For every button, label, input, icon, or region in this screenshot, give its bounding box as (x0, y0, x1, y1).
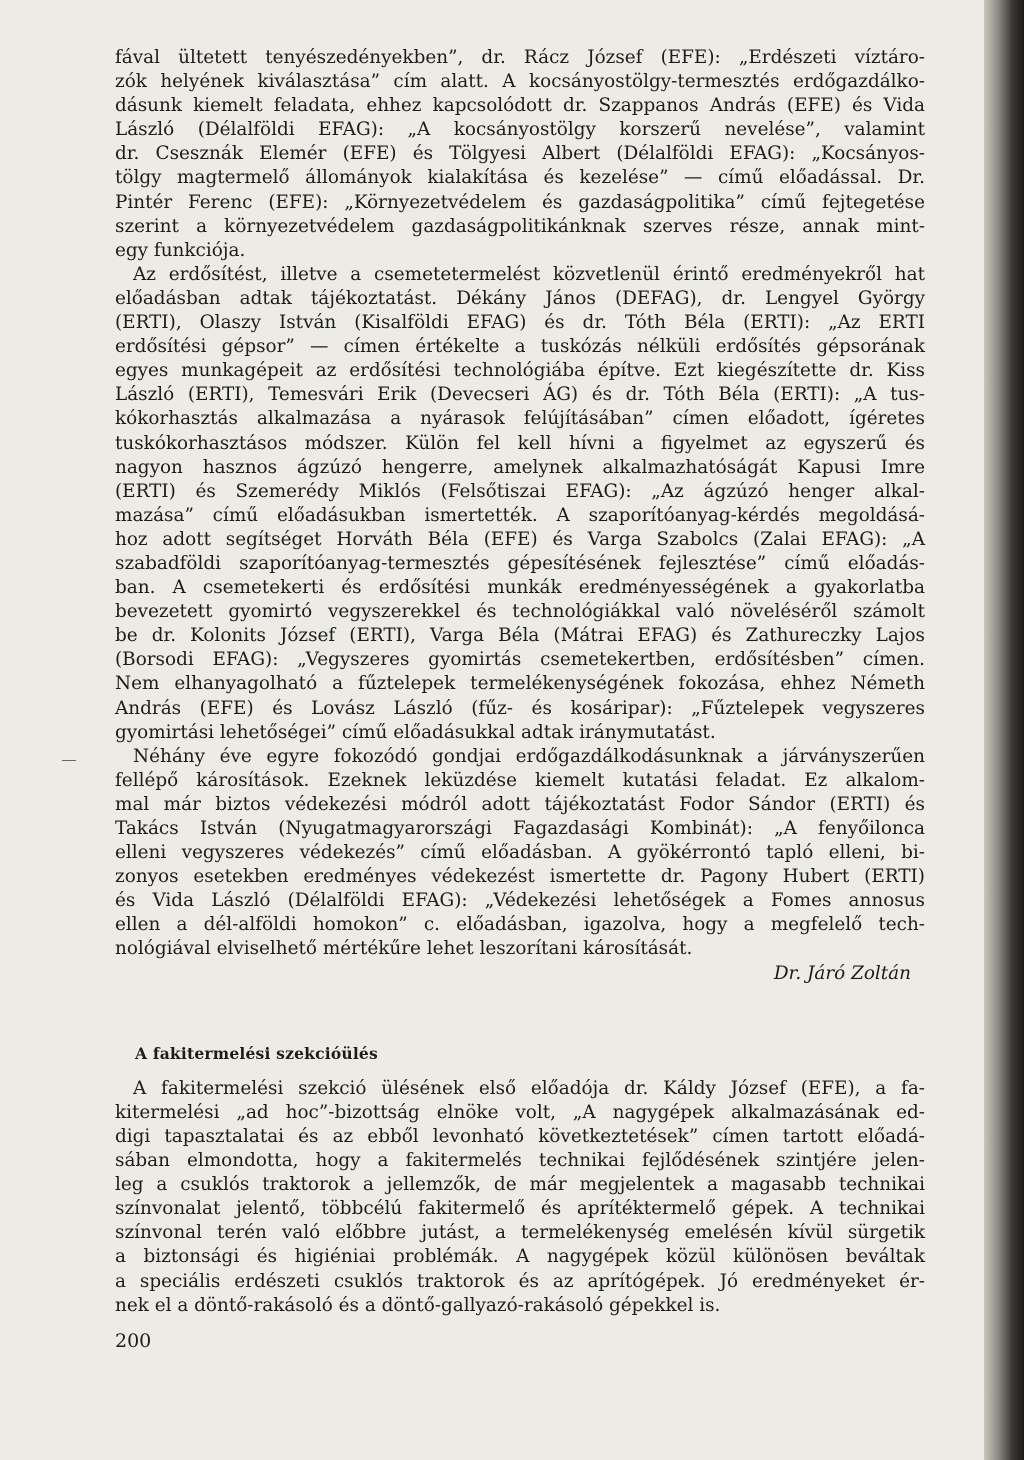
text-line: nek el a döntő-rakásoló és a döntő-gallyazó-rakásoló gépekkel is. (115, 1294, 721, 1316)
text-line: színvonalat jelentő, többcélú fakitermelő és aprítéktermelő gépek. A technikai (115, 1198, 925, 1220)
text-line: Takács István (Nyugatmagyarországi Fagazdasági Kombinát): „A fenyőilonca (115, 818, 925, 839)
text-line: András (EFE) és Lovász László (fűz- és kosáripar): „Fűztelepek vegyszeres (115, 697, 925, 719)
text-line: bevezetett gyomirtó vegyszerekkel és technológiákkal való növeléséről számolt (115, 601, 925, 623)
text-line: előadásban adtak tájékoztatást. Dékány János (DEFAG), dr. Lengyel György (115, 287, 925, 309)
author-signature: Dr. Járó Zoltán (773, 962, 911, 984)
text-line: mal már biztos védekezési módról adott tájékoztatást Fodor Sándor (ERTI) és (115, 793, 925, 815)
text-line: be dr. Kolonits József (ERTI), Varga Béla (Mátrai EFAG) és Zathureczky Lajos (115, 625, 925, 647)
text-line: Nem elhanyagolható a fűztelepek termelékenységének fokozása, ehhez Németh (115, 673, 925, 695)
text-line: szerint a környezetvédelem gazdaságpolitikánknak szerves része, annak mint- (115, 215, 925, 237)
text-line: mazása” című előadásukban ismertették. A szaporítóanyag-kérdés megoldásá- (115, 504, 925, 526)
text-line: erdősítési gépsor” — címen értékelte a tuskózás nélküli erdősítés gépsorának (115, 336, 925, 358)
text-line: nagyon hasznos ágzúzó hengerre, amelynek alkalmazhatóságát Kapusi Imre (115, 456, 925, 478)
text-line: ban. A csemetekerti és erdősítési munkák eredményességének a gyakorlatba (115, 577, 925, 599)
text-line: Néhány éve egyre fokozódó gondjai erdőgazdálkodásunknak a járványszerűen (133, 745, 925, 767)
page-number: 200 (115, 1330, 152, 1352)
text-line: (Borsodi EFAG): „Vegyszeres gyomirtás csemetekertben, erdősítésben” címen. (115, 649, 925, 671)
text-line: leg a csuklós traktorok a jellemzők, de már megjelentek a magasabb technikai (115, 1174, 925, 1196)
text-line: színvonal terén való előbbre jutást, a termelékenység emelésén kívül sürgetik (115, 1222, 925, 1244)
text-line: hoz adott segítséget Horváth Béla (EFE) és Varga Szabolcs (Zalai EFAG): „A (115, 528, 925, 550)
text-line: a biztonsági és higiéniai problémák. A nagygépek közül különösen beváltak (115, 1246, 925, 1268)
text-line: László (ERTI), Temesvári Erik (Devecseri ÁG) és dr. Tóth Béla (ERTI): „A tus- (115, 384, 925, 406)
text-line: kitermelési „ad hoc”-bizottság elnöke volt, „A nagygépek alkalmazásának ed- (115, 1101, 925, 1123)
text-line: digi tapasztalatai és az ebből levonható következtetések” címen tartott előadá- (115, 1125, 925, 1147)
text-line: gyomirtási lehetőségei” című előadásukkal adtak iránymutatást. (115, 721, 716, 743)
text-line: tuskókorhasztásos módszer. Külön fel kell hívni a figyelmet az egyszerű és (115, 432, 925, 454)
margin-mark (62, 760, 76, 761)
text-line: egy funkciója. (115, 239, 246, 261)
text-line: Az erdősítést, illetve a csemetetermelést közvetlenül érintő eredményekről hat (133, 263, 925, 285)
text-line: kókorhasztás alkalmazása a nyárasok felújításában” címen előadott, ígéretes (115, 408, 925, 430)
article-body (115, 46, 925, 1318)
text-line: tölgy magtermelő állományok kialakítása és kezelése” — című előadással. Dr. (115, 167, 925, 189)
text-line: (ERTI) és Szemerédy Miklós (Felsőtiszai EFAG): „Az ágzúzó henger alkal- (115, 480, 925, 502)
text-line: zonyos esetekben eredményes védekezést ismertette dr. Pagony Hubert (ERTI) (115, 866, 925, 888)
text-line: elleni vegyszeres védekezés” című előadásban. A gyökérrontó tapló elleni, bi- (115, 842, 925, 864)
book-spine-edge (984, 0, 1024, 1460)
text-line: A fakitermelési szekció ülésének első előadója dr. Káldy József (EFE), a fa- (133, 1077, 925, 1099)
text-line: dr. Csesznák Elemér (EFE) és Tölgyesi Albert (Délalföldi EFAG): „Kocsányos- (115, 143, 925, 165)
text-line: nológiával elviselhető mértékűre lehet leszorítani károsítását. (115, 938, 693, 960)
text-line: és Vida László (Délalföldi EFAG): „Védekezési lehetőségek a Fomes annosus (115, 890, 925, 912)
text-line: szabadföldi szaporítóanyag-termesztés gépesítésének fejlesztése” című előadás- (115, 552, 925, 574)
text-line: zók helyének kiválasztása” cím alatt. A kocsányostölgy-termesztés erdőgazdálko- (115, 71, 925, 93)
text-line: dásunk kiemelt feladata, ehhez kapcsolódott dr. Szappanos András (EFE) és Vida (115, 95, 925, 117)
text-line: egyes munkagépeit az erdősítési technológiába építve. Ezt kiegészítette dr. Kiss (115, 360, 925, 382)
text-line: a speciális erdészeti csuklós traktorok és az aprítógépek. Jó eredményeket ér- (115, 1270, 925, 1292)
text-line: Pintér Ferenc (EFE): „Környezetvédelem és gazdaságpolitika” című fejtegetése (115, 191, 925, 213)
text-line: László (Délalföldi EFAG): „A kocsányostölgy korszerű nevelése”, valamint (115, 119, 925, 141)
text-line: sában elmondotta, hogy a fakitermelés technikai fejlődésének szintjére jelen- (115, 1150, 925, 1172)
text-line: (ERTI), Olaszy István (Kisalföldi EFAG) és dr. Tóth Béla (ERTI): „Az ERTI (115, 312, 925, 334)
text-line: fellépő károsítások. Ezeknek leküzdése kiemelt kutatási feladat. Ez alkalom- (115, 769, 925, 791)
text-line: fával ültetett tenyészedényekben”, dr. Rácz József (EFE): „Erdészeti víztáro- (115, 47, 925, 68)
text-line: ellen a dél-alföldi homokon” c. előadásban, igazolva, hogy a megfelelő tech- (115, 914, 925, 936)
section-heading: A fakitermelési szekcióülés (135, 1043, 378, 1063)
